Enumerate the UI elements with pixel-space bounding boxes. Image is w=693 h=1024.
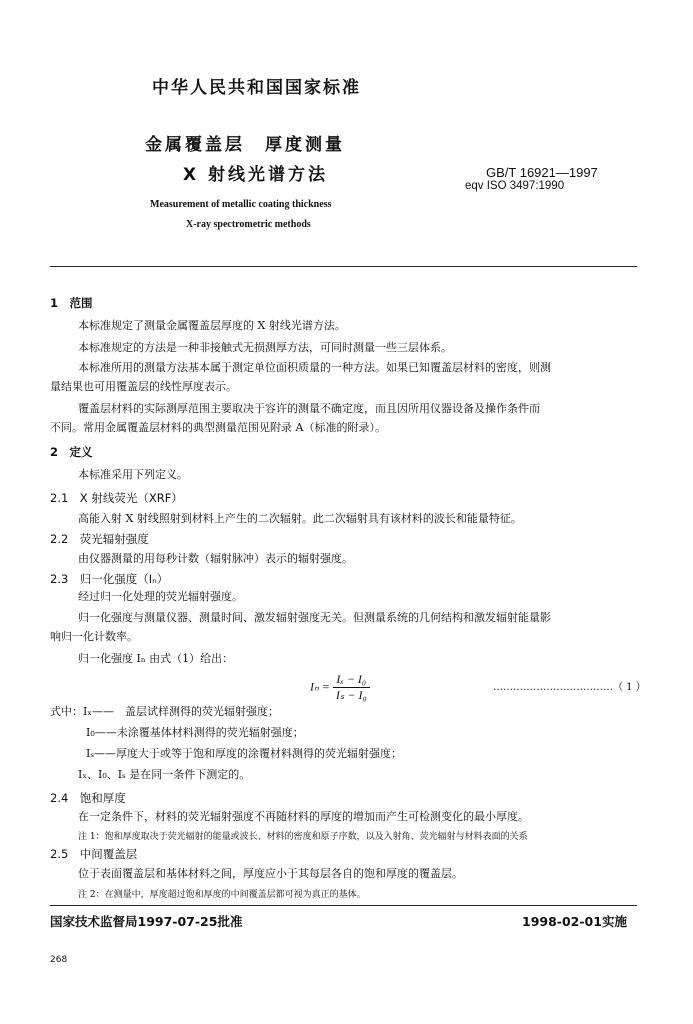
definition-2-1-title: 2.1 X 射线荧光（XRF） — [50, 491, 183, 505]
formula-lhs: Iₙ = — [310, 679, 330, 694]
section-1-title: 1 范围 — [50, 296, 93, 310]
definition-2-2-body: 由仪器测量的用每秒计数（辐射脉冲）表示的辐射强度。 — [78, 552, 353, 565]
sec1-paragraph-3b: 量结果也可用覆盖层的线性厚度表示。 — [50, 380, 237, 393]
page-number: 268 — [50, 955, 68, 965]
definition-2-1-body: 高能入射 X 射线照射到材料上产生的二次辐射。此二次辐射具有该材料的波长和能量特征。 — [78, 512, 522, 525]
approval-date: 国家技术监督局1997-07-25批准 — [50, 914, 243, 929]
document-title-line1: 金属覆盖层 厚度测量 — [145, 135, 345, 155]
note-2: 注 2：在测量中，厚度超过饱和厚度的中间覆盖层都可视为真正的基体。 — [78, 890, 366, 900]
definition-2-2-title: 2.2 荧光辐射强度 — [50, 532, 149, 546]
national-standard-heading: 中华人民共和国国家标准 — [152, 78, 361, 98]
sec1-paragraph-3a: 本标准所用的测量方法基本属于测定单位面积质量的一种方法。如果已知覆盖层材料的密度，则测 — [78, 361, 551, 374]
formula-fraction — [333, 672, 370, 703]
formula-1 — [310, 672, 370, 703]
definition-2-3-title: 2.3 归一化强度（Iₙ） — [50, 572, 169, 586]
english-title-1: Measurement of metallic coating thickness — [150, 199, 332, 210]
header-divider — [50, 266, 637, 267]
eqv-code: eqv ISO 3497:1990 — [465, 180, 565, 192]
gb-code: GB/T 16921—1997 — [486, 165, 598, 180]
definition-2-4-title: 2.4 饱和厚度 — [50, 791, 126, 805]
definition-2-5-title: 2.5 中间覆盖层 — [50, 847, 138, 861]
definition-2-4-body: 在一定条件下，材料的荧光辐射强度不再随材料的厚度的增加而产生可检测变化的最小厚度。 — [78, 810, 529, 823]
section-2-title: 2 定义 — [50, 445, 93, 459]
definition-2-5-body: 位于表面覆盖层和基体材料之间，厚度应小于其每层各自的饱和厚度的覆盖层。 — [78, 867, 463, 880]
definition-2-3-body-2a: 归一化强度与测量仪器、测量时间、激发辐射强度无关。但测量系统的几何结构和激发辐射能量影 — [78, 611, 551, 624]
formula-number: ………………………………（ 1 ） — [493, 682, 646, 693]
sec2-intro: 本标准采用下列定义。 — [78, 468, 188, 481]
sec1-paragraph-2: 本标准规定的方法是一种非接触式无损测厚方法，可同时测量一些三层体系。 — [78, 341, 452, 354]
where-line-2: I₀——未涂覆基体材料测得的荧光辐射强度； — [86, 726, 304, 739]
definition-2-3-body-1: 经过归一化处理的荧光辐射强度。 — [78, 590, 243, 603]
note-1: 注 1：饱和厚度取决于荧光辐射的能量或波长、材料的密度和原子序数，以及入射角、荧光辐射与材料表面的关系 — [78, 832, 528, 842]
sec1-paragraph-1: 本标准规定了测量金属覆盖层厚度的 X 射线光谱方法。 — [78, 319, 346, 332]
where-line-1: 式中：Iₓ—— 盖层试样测得的荧光辐射强度； — [50, 705, 280, 718]
definition-2-3-body-3: 归一化强度 Iₙ 由式（1）给出： — [78, 652, 234, 665]
definition-2-3-body-2b: 响归一化计数率。 — [50, 630, 138, 643]
where-line-4: Iₓ、I₀、Iₛ 是在同一条件下测定的。 — [78, 768, 251, 781]
formula-numerator: Iₓ − I₀ — [333, 672, 370, 688]
english-title-2: X-ray spectrometric methods — [186, 219, 311, 230]
footer-divider — [50, 905, 637, 906]
document-title-line2: X 射线光谱方法 — [183, 165, 329, 185]
where-line-3: Iₛ——厚度大于或等于饱和厚度的涂覆材料测得的荧光辐射强度； — [86, 747, 403, 760]
sec1-paragraph-4b: 不同。常用金属覆盖层材料的典型测量范围见附录 A（标准的附录）。 — [50, 421, 386, 434]
sec1-paragraph-4a: 覆盖层材料的实际测厚范围主要取决于容许的测量不确定度，而且因所用仪器设备及操作条件而 — [78, 402, 540, 415]
effective-date: 1998-02-01实施 — [522, 914, 627, 929]
formula-denominator: Iₛ − I₀ — [335, 688, 367, 702]
